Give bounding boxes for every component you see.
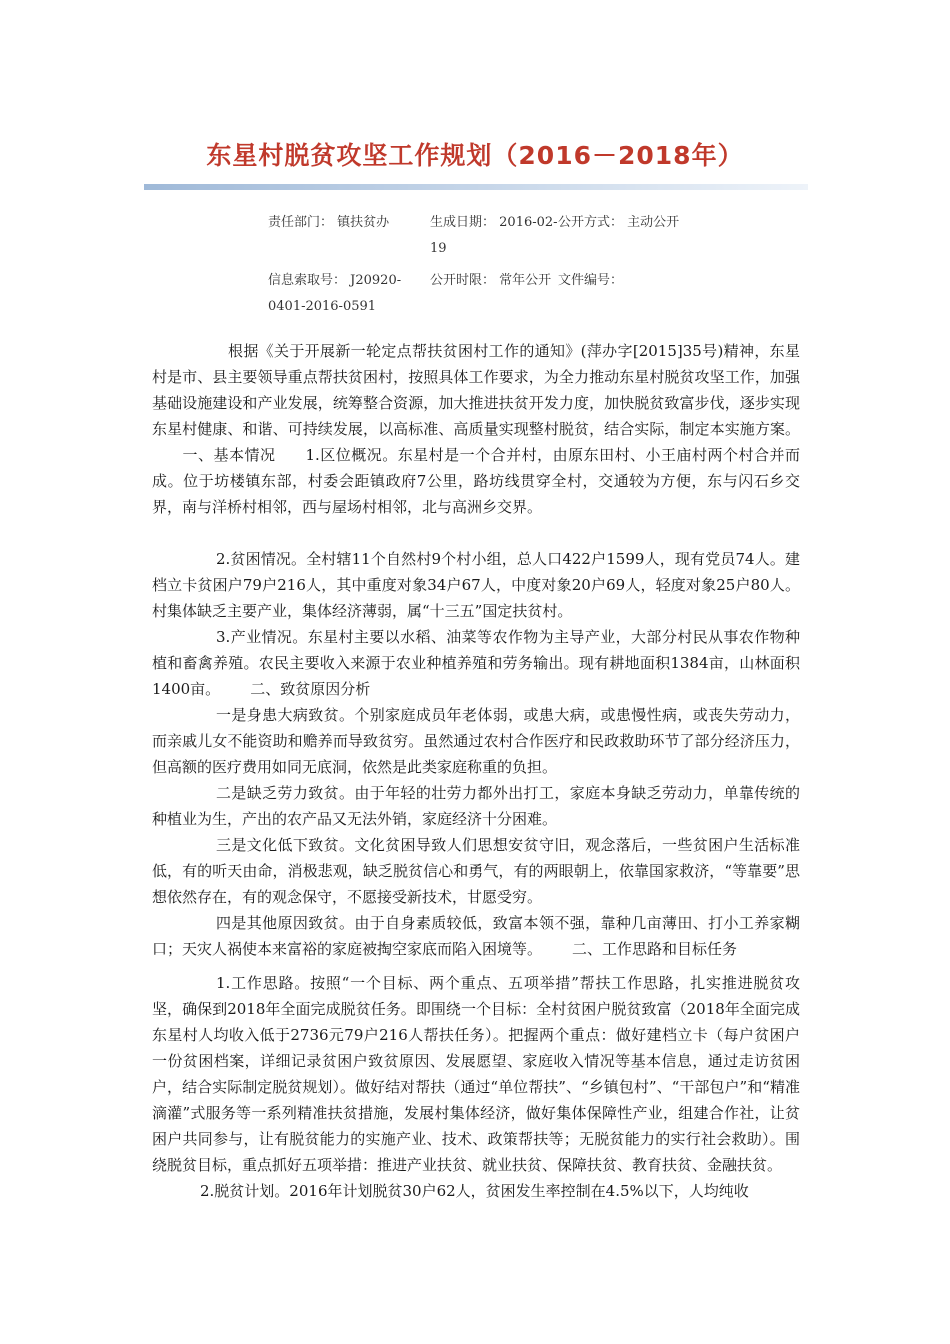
meta-dept-value: 镇扶贫办	[337, 215, 390, 230]
title-divider	[144, 184, 808, 190]
paragraph-text: 四是其他原因致贫。由于自身素质较低，致富本领不强，靠种几亩薄田、打小工养家糊口；天灾人祸使本来富裕的家庭被掏空家底而陷入困境等。	[152, 914, 800, 958]
section-heading: 一、基本情况	[182, 446, 276, 464]
meta-dept-label: 责任部门：	[268, 215, 334, 230]
meta-date	[430, 210, 558, 262]
meta-period-label: 公开时限：	[430, 273, 496, 288]
meta-dept	[268, 210, 430, 236]
paragraph-industry	[152, 624, 800, 702]
paragraph-text: 根据《关于开展新一轮定点帮扶贫困村工作的通知》(萍办字[2015]35号)精神，东星村是市、县主要领导重点帮扶贫困村，按照具体工作要求，为全力推动东星村脱贫攻坚工作，加强基础设施建设和产业发展，统筹整合资源，加大推进扶贫开发力度，加快脱贫致富步伐，逐步实现东星村健康、和谐、可持续发展，以高标准、高质量实现整村脱贫，结合实际，制定本实施方案。	[152, 342, 800, 438]
meta-disclosure-label: 公开方式：	[558, 215, 624, 230]
metadata-row	[268, 210, 718, 262]
meta-index-value: J20920-0401-2016-0591	[268, 273, 402, 314]
meta-date-value: 2016-02-19	[430, 215, 558, 256]
document-body	[152, 338, 800, 1204]
paragraph-gap	[152, 962, 800, 970]
meta-index-label: 信息索取号：	[268, 273, 347, 288]
meta-docno-label: 文件编号：	[558, 273, 624, 288]
document-title: 东星村脱贫攻坚工作规划（2016－2018年）	[206, 141, 744, 170]
paragraph-text: 1.区位概况。东星村是一个合并村，由原东田村、小王庙村两个村合并而成。位于坊楼镇东部，村委会距镇政府7公里，路坊线贯穿全村，交通较为方便，东与闪石乡交界，南与洋桥村相邻，西与屋场村相邻，北与高洲乡交界。	[152, 446, 800, 516]
meta-period	[430, 268, 558, 294]
meta-disclosure	[558, 210, 698, 236]
paragraph-text: 3.产业情况。东星村主要以水稻、油菜等农作物为主导产业，大部分村民从事农作物种植和畜禽养殖。农民主要收入来源于农业种植养殖和劳务输出。现有耕地面积1384亩，山林面积1400亩。	[152, 628, 800, 698]
paragraph-gap	[152, 520, 800, 546]
metadata-table	[268, 210, 718, 326]
paragraph: 二是缺乏劳力致贫。由于年轻的壮劳力都外出打工，家庭本身缺乏劳动力，单靠传统的种植业为生，产出的农产品又无法外销，家庭经济十分困难。	[152, 784, 800, 828]
meta-date-label: 生成日期：	[430, 215, 496, 230]
paragraph-intro	[152, 338, 800, 520]
paragraph: 1.工作思路。按照“一个目标、两个重点、五项举措”帮扶工作思路，扎实推进脱贫攻坚，确保到2018年全面完成脱贫任务。即围绕一个目标：全村贫困户脱贫致富（2018年全面完成东星村人均收入低于2736元79户216人帮扶任务）。把握两个重点：做好建档立卡（每户贫困户一份贫困档案，详细记录贫困户致贫原因、发展愿望、家庭收入情况等基本信息，通过走访贫困户，结合实际制定脱贫规划）。做好结对帮扶（通过“单位帮扶”、“乡镇包村”、“干部包户”和“精准滴灌”式服务等一系列精准扶贫措施，发展村集体经济，做好集体保障性产业，组建合作社，让贫困户共同参与，让有脱贫能力的实施产业、技术、政策帮扶等；无脱贫能力的实行社会救助）。围绕脱贫目标，重点抓好五项举措：推进产业扶贫、就业扶贫、保障扶贫、教育扶贫、金融扶贫。	[152, 974, 800, 1174]
meta-period-value: 常年公开	[499, 273, 552, 288]
meta-docno	[558, 268, 698, 294]
paragraph: 2.脱贫计划。2016年计划脱贫30户62人，贫困发生率控制在4.5%以下，人均纯收	[200, 1182, 749, 1200]
meta-index	[268, 268, 430, 320]
section-heading: 二、工作思路和目标任务	[572, 940, 738, 958]
meta-disclosure-value: 主动公开	[627, 215, 680, 230]
section-heading: 二、致贫原因分析	[250, 680, 371, 698]
metadata-row	[268, 268, 718, 320]
paragraph: 一是身患大病致贫。个别家庭成员年老体弱，或患大病，或患慢性病，或丧失劳动力，而亲戚儿女不能资助和赡养而导致贫穷。虽然通过农村合作医疗和民政救助环节了部分经济压力，但高额的医疗费用如同无底洞，依然是此类家庭称重的负担。	[152, 706, 800, 776]
paragraph-other-causes	[152, 910, 800, 962]
paragraph: 2.贫困情况。全村辖11个自然村9个村小组，总人口422户1599人，现有党员74人。建档立卡贫困户79户216人，其中重度对象34户67人，中度对象20户69人，轻度对象25户80人。村集体缺乏主要产业，集体经济薄弱，属“十三五”国定扶贫村。	[152, 550, 800, 620]
paragraph: 三是文化低下致贫。文化贫困导致人们思想安贫守旧，观念落后，一些贫困户生活标准低，有的听天由命，消极悲观，缺乏脱贫信心和勇气，有的两眼朝上，依靠国家救济，“等靠要”思想依然存在，有的观念保守，不愿接受新技术，甘愿受穷。	[152, 836, 800, 906]
